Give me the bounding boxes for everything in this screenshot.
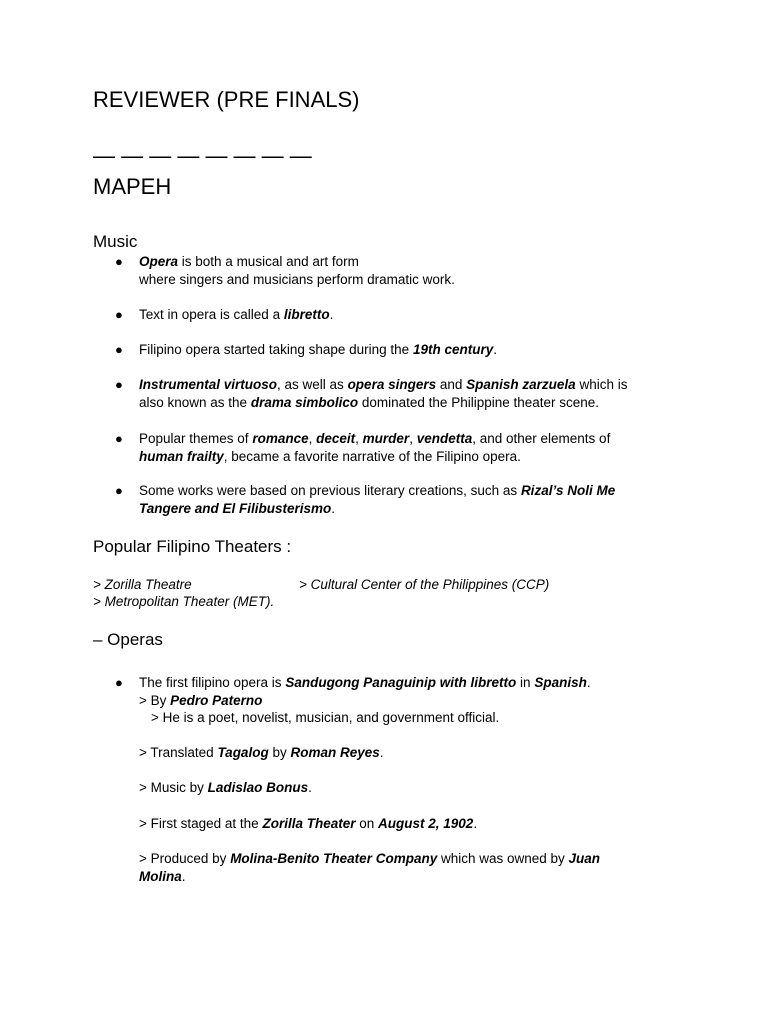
text: The first filipino opera is	[139, 675, 286, 690]
term: Roman Reyes	[290, 745, 380, 760]
bullet-icon: ●	[115, 377, 123, 392]
text: Some works were based on previous literary creations, such as	[139, 483, 521, 498]
music-heading: Music	[93, 232, 138, 251]
text: ,	[355, 431, 363, 446]
dash-separator: — — — — — — — —	[93, 143, 312, 168]
term: romance	[252, 431, 309, 446]
theater-ccp: > Cultural Center of the Philippines (CCP)	[299, 577, 550, 592]
bullet-icon: ●	[115, 431, 123, 446]
text: Popular themes of	[139, 431, 253, 446]
list-item	[139, 850, 669, 885]
term: Tangere and El Filibusterismo	[139, 500, 332, 516]
bullet-icon: ●	[115, 254, 123, 269]
list-item	[139, 253, 669, 288]
text: .	[586, 675, 591, 690]
theaters-heading: Popular Filipino Theaters :	[93, 537, 292, 556]
list-item	[139, 341, 669, 359]
term: Ladislao Bonus	[207, 780, 309, 795]
line	[139, 674, 669, 692]
term: human frailty	[139, 448, 224, 464]
text: , as well as	[277, 377, 348, 392]
text: is both a musical and art form	[178, 254, 359, 269]
text: Filipino opera started taking shape during the	[139, 342, 413, 357]
text: on	[355, 816, 379, 831]
list-item	[139, 779, 669, 797]
text: > First staged at the	[139, 816, 263, 831]
text: .	[493, 342, 497, 357]
text: > Translated	[139, 745, 218, 760]
line	[139, 709, 669, 727]
bullet-icon: ●	[115, 307, 123, 322]
term: Spanish	[534, 675, 587, 690]
term: Spanish zarzuela	[466, 377, 576, 392]
term: Molina-Benito Theater Company	[230, 851, 438, 866]
line	[139, 692, 669, 710]
text: also known as the	[139, 394, 251, 410]
theater-met: > Metropolitan Theater (MET).	[93, 594, 275, 609]
document-title: REVIEWER (PRE FINALS)	[93, 87, 360, 112]
bullet-icon: ●	[115, 675, 123, 690]
list-item	[139, 744, 669, 762]
term: 19th century	[412, 342, 494, 357]
list-item	[139, 815, 669, 833]
text: where singers and musicians perform dramatic work.	[139, 271, 455, 287]
text: , and other elements of	[472, 431, 611, 446]
text: dominated the Philippine theater scene.	[358, 394, 600, 410]
list-item	[139, 430, 669, 465]
text: .	[331, 500, 336, 516]
list-item	[139, 376, 669, 411]
term: vendetta	[416, 431, 473, 446]
text: ,	[409, 431, 417, 446]
text: .	[329, 307, 334, 322]
term: Rizal’s Noli Me	[520, 483, 616, 498]
text: .	[473, 816, 478, 831]
term: Pedro Paterno	[170, 692, 263, 708]
text: Text in opera is called a	[139, 307, 284, 322]
text: > He is a poet, novelist, musician, and government official.	[151, 710, 500, 725]
text: by	[268, 745, 291, 760]
subject-heading: MAPEH	[93, 174, 172, 199]
text: which is	[575, 377, 628, 392]
list-item	[139, 306, 669, 324]
text: , became a favorite narrative of the Filipino opera.	[223, 448, 521, 464]
text: and	[436, 377, 467, 392]
operas-heading: – Operas	[93, 630, 163, 649]
term: Molina	[139, 868, 182, 884]
term: libretto	[283, 307, 330, 322]
term: Sandugong Panaguinip with libretto	[285, 675, 517, 690]
term: deceit	[316, 431, 356, 446]
term: Juan	[568, 851, 601, 866]
term: Tagalog	[217, 745, 269, 760]
text: which was owned by	[437, 851, 569, 866]
text: > Music by	[139, 780, 208, 795]
text: .	[379, 745, 384, 760]
term: Zorilla Theater	[262, 816, 356, 831]
term: drama simbolico	[250, 394, 359, 410]
list-item	[139, 482, 669, 517]
theater-zorilla: > Zorilla Theatre	[93, 577, 192, 592]
text: in	[516, 675, 535, 690]
text: .	[181, 868, 186, 884]
bullet-icon: ●	[115, 342, 123, 357]
text: > Produced by	[139, 851, 231, 866]
term: opera singers	[347, 377, 437, 392]
list-item	[139, 674, 669, 727]
term: Opera	[139, 254, 179, 269]
term: August 2, 1902	[378, 816, 474, 831]
text: > By	[139, 692, 171, 708]
bullet-icon: ●	[115, 483, 123, 498]
term: Instrumental virtuoso	[139, 377, 278, 392]
text: .	[308, 780, 312, 795]
text: ,	[308, 431, 317, 446]
term: murder	[362, 431, 410, 446]
